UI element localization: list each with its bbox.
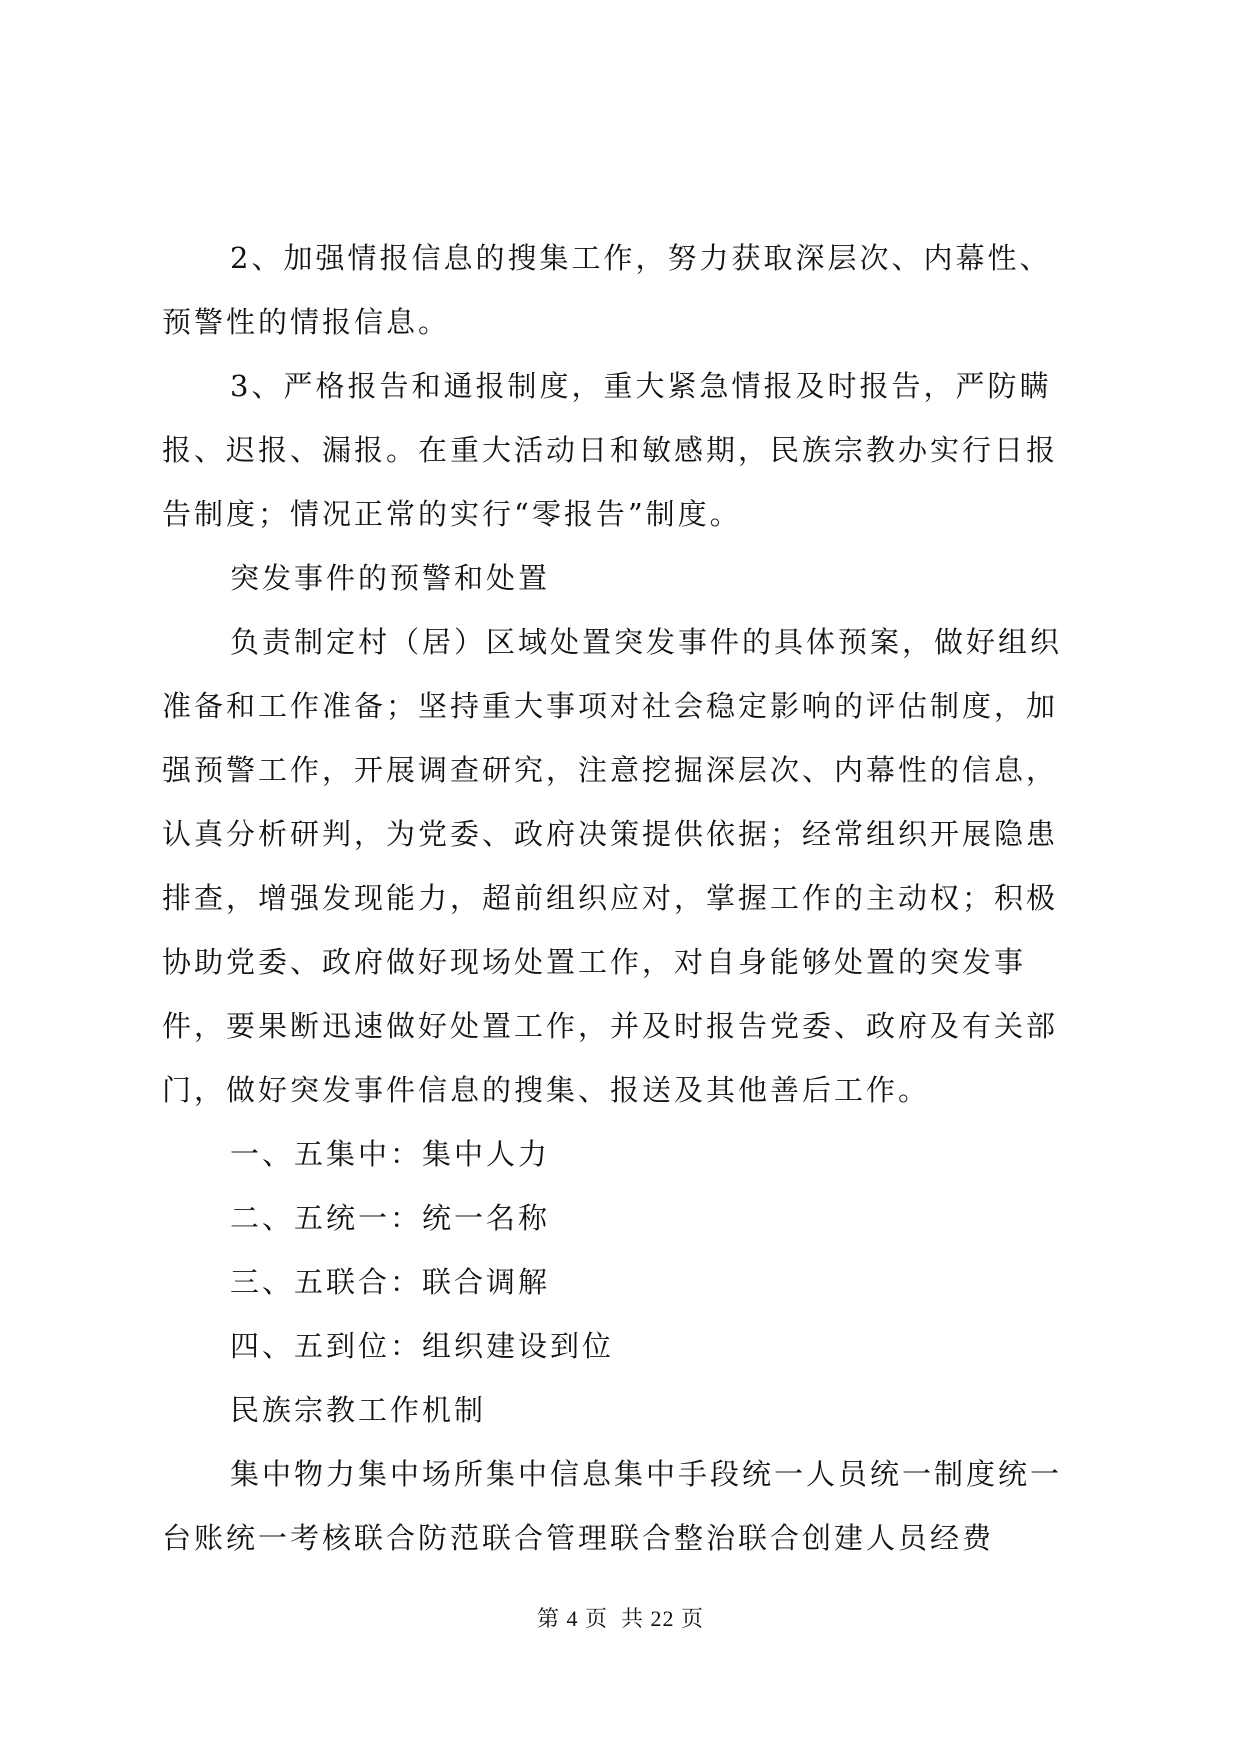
list-item-five-concentrations: 一、五集中：集中人力 (230, 1137, 551, 1171)
document-body (162, 226, 1080, 1570)
paragraph-mechanism-items: 集中物力集中场所集中信息集中手段统一人员统一制度统一台账统一考核联合防范联合管理联合整治联合创建人员经费 (162, 1457, 1063, 1555)
paragraph-intelligence-collection: 2、加强情报信息的搜集工作，努力获取深层次、内幕性、预警性的情报信息。 (162, 241, 1052, 339)
paragraph-emergency-handling: 负责制定村（居）区域处置突发事件的具体预案，做好组织准备和工作准备；坚持重大事项对社会稳定影响的评估制度，加强预警工作，开展调查研究，注意挖掘深层次、内幕性的信息，认真分析研判，为党委、政府决策提供依据；经常组织开展隐患排查，增强发现能力，超前组织应对，掌握工作的主动权；积极协助党委、政府做好现场处置工作，对自身能够处置的突发事件，要果断迅速做好处置工作，并及时报告党委、政府及有关部门，做好突发事件信息的搜集、报送及其他善后工作。 (162, 625, 1063, 1107)
heading-ethnic-religious-mechanism: 民族宗教工作机制 (230, 1393, 487, 1427)
list-item-five-joints: 三、五联合：联合调解 (230, 1265, 551, 1299)
page-footer (0, 1602, 1241, 1633)
heading-emergency-warning: 突发事件的预警和处置 (230, 561, 551, 595)
page-number-label: 第 4 页 共 22 页 (536, 1606, 704, 1631)
paragraph-reporting-system: 3、严格报告和通报制度，重大紧急情报及时报告，严防瞒报、迟报、漏报。在重大活动日和敏感期，民族宗教办实行日报告制度；情况正常的实行“零报告”制度。 (162, 369, 1059, 531)
list-item-five-unifications: 二、五统一：统一名称 (230, 1201, 551, 1235)
list-item-five-in-place: 四、五到位：组织建设到位 (230, 1329, 615, 1363)
